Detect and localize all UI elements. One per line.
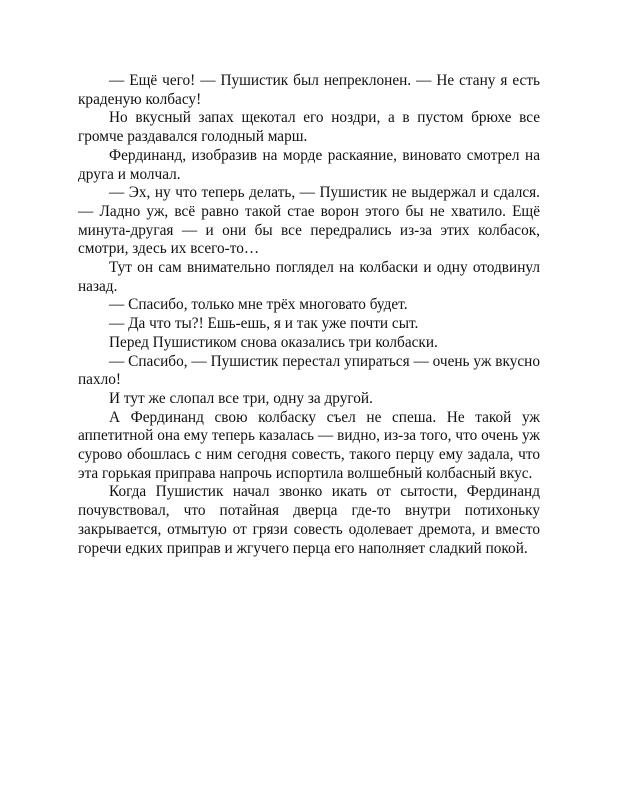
paragraph: — Да что ты?! Ешь-ешь, я и так уже почти сыт. [109,315,419,333]
text-body [78,72,540,558]
paragraph: А Фердинанд свою колбаску съел не спеша. Не такой уж аппетитной она ему теперь казалась — видно, из-за того, что очень уж сурово обошлась с ним сегодня совесть, такого перцу ему задала, что эта горькая приправа напрочь испортила волшебный колбасный вкус. [78,408,540,482]
paragraph: Фердинанд, изобразив на морде раскаяние, виновато смотрел на друга и молчал. [78,146,540,183]
paragraph: — Ещё чего! — Пушистик был непреклонен. — Не стану я есть краденую колбасу! [78,72,540,108]
paragraph: Тут он сам внимательно поглядел на колбаски и одну отодвинул назад. [78,259,540,295]
paragraph: Но вкусный запах щекотал его ноздри, а в пустом брюхе все громче раздавался голодный марш. [78,109,540,146]
paragraph: И тут же слопал все три, одну за другой. [109,389,373,407]
paragraph: — Спасибо, — Пушистик перестал упираться — очень уж вкусно пахло! [78,352,540,389]
paragraph: Перед Пушистиком снова оказались три колбаски. [109,333,438,351]
paragraph: Когда Пушистик начал звонко икать от сытости, Фердинанд почувствовал, что потайная дверца где-то внутри потихоньку закрывается, отмытую от грязи совесть одолевает дремота, и вместо горечи едких приправ и жгучего перца его наполняет сладкий покой. [78,483,540,557]
paragraph: — Спасибо, только мне трёх многовато будет. [109,296,408,314]
paragraph: — Эх, ну что теперь делать, — Пушистик не выдержал и сдался. — Ладно уж, всё равно такой стае ворон этого бы не хватило. Ещё минута-другая — и они бы все передрались из-за этих колбасок, смотри, здесь их всего-то… [78,184,540,258]
